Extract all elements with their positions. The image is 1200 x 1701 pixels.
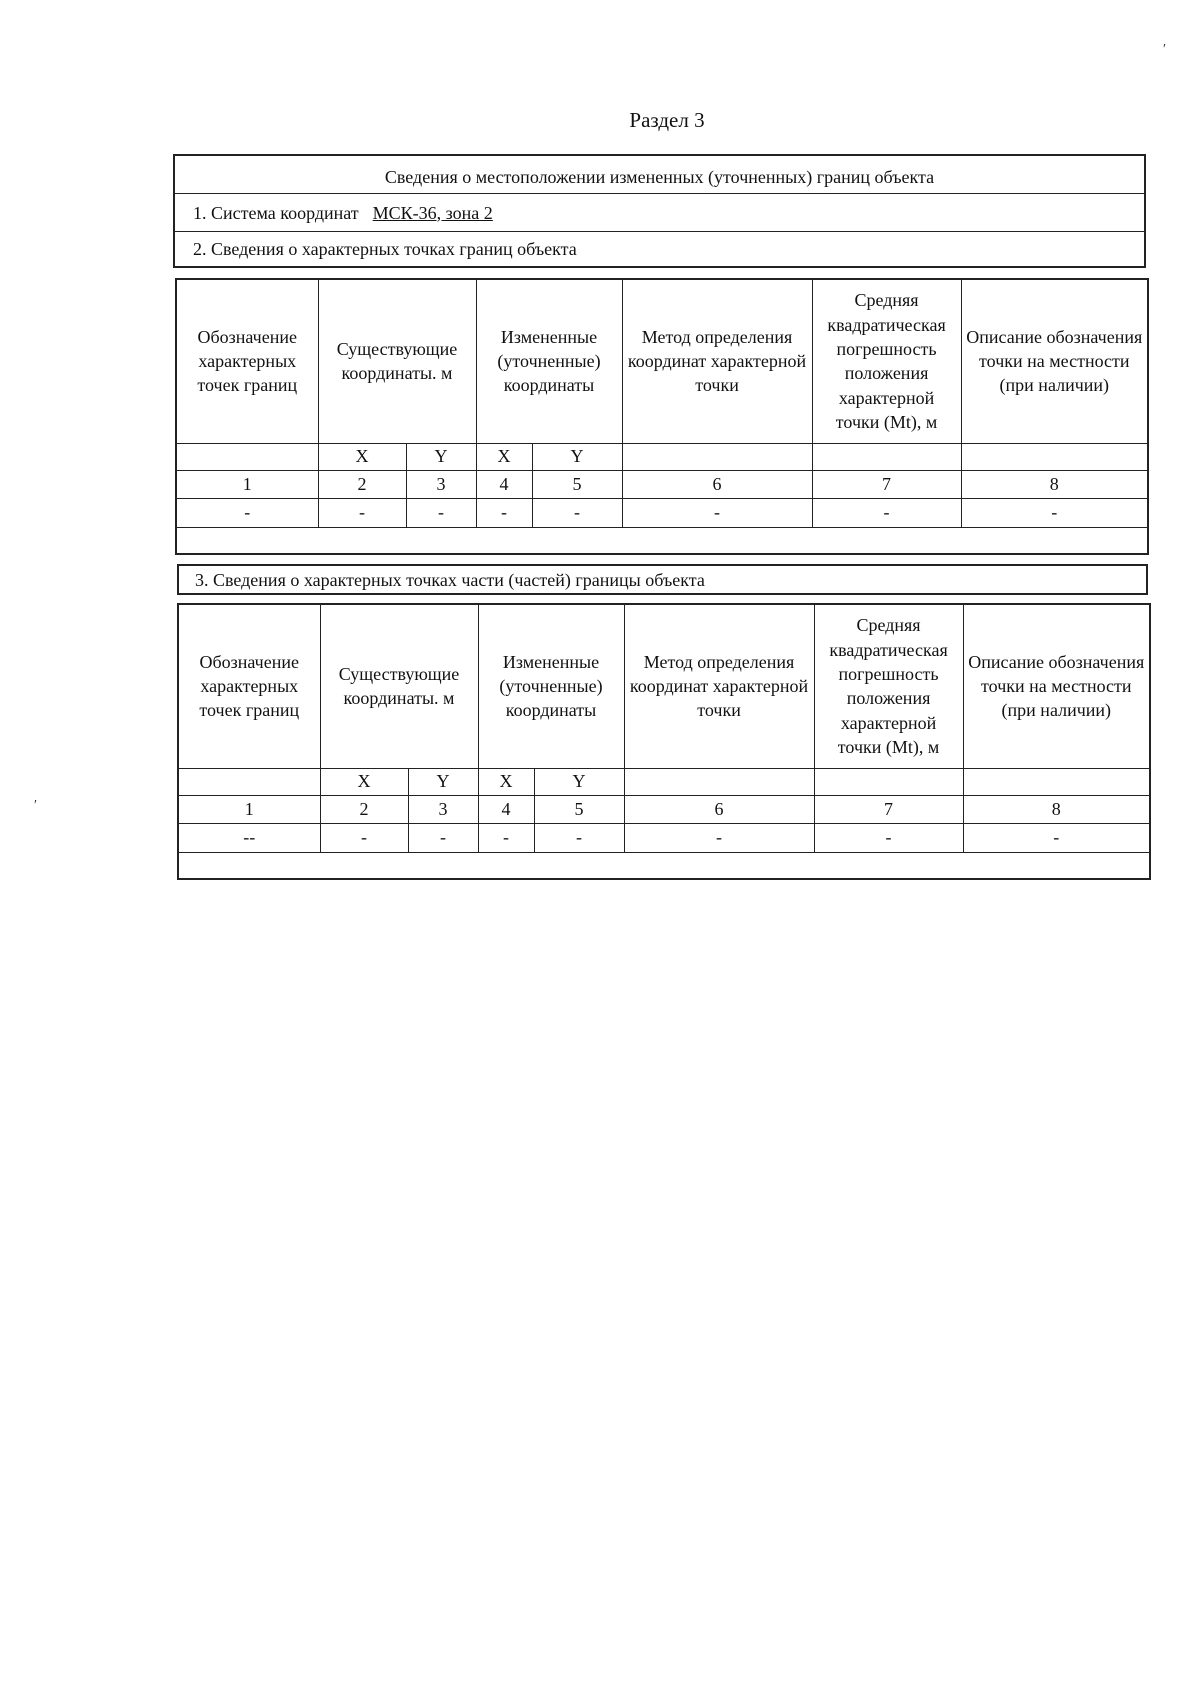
scan-speck: ′ xyxy=(34,798,38,813)
empty-row xyxy=(178,852,1150,879)
location-info-box xyxy=(173,154,1146,268)
col-number: 1 xyxy=(176,470,318,498)
table-cell: - xyxy=(320,823,408,852)
col-number: 1 xyxy=(178,795,320,823)
y-label: Y xyxy=(406,443,476,470)
col-number: 3 xyxy=(406,470,476,498)
points-label: 2. Сведения о характерных точках границ объекта xyxy=(193,239,577,259)
column-numbers-row xyxy=(178,795,1150,823)
table-cell: -- xyxy=(178,823,320,852)
header-row xyxy=(178,604,1150,768)
header-description: Описание обозначения точки на местности (при наличии) xyxy=(961,279,1148,443)
section-title: Раздел 3 xyxy=(629,108,705,132)
x-label: X xyxy=(320,768,408,795)
col-number: 4 xyxy=(478,795,534,823)
header-point-designation: Обозначение характерных точек границ xyxy=(176,279,318,443)
header-changed-coords: Измененные (уточненные) координаты xyxy=(478,604,624,768)
col-number: 8 xyxy=(961,470,1148,498)
y-label: Y xyxy=(532,443,622,470)
col-number: 6 xyxy=(624,795,814,823)
empty-row xyxy=(176,527,1148,554)
col-number: 2 xyxy=(318,470,406,498)
y-label: Y xyxy=(534,768,624,795)
table-cell: - xyxy=(622,498,812,527)
table-cell: - xyxy=(624,823,814,852)
table-cell: - xyxy=(961,498,1148,527)
col-number: 7 xyxy=(812,470,961,498)
table-cell: - xyxy=(406,498,476,527)
header-mean-error: Средняя квадратическая погрешность положения характерной точки (Mt), м xyxy=(814,604,963,768)
table-cell: - xyxy=(408,823,478,852)
table-cell: - xyxy=(534,823,624,852)
table-cell: - xyxy=(963,823,1150,852)
header-changed-coords: Измененные (уточненные) координаты xyxy=(476,279,622,443)
table-cell: - xyxy=(812,498,961,527)
x-label: X xyxy=(318,443,406,470)
table-cell: - xyxy=(478,823,534,852)
table-cell: - xyxy=(176,498,318,527)
part-boundary-points-table xyxy=(177,603,1151,880)
x-label: X xyxy=(476,443,532,470)
table-cell: - xyxy=(532,498,622,527)
y-label: Y xyxy=(408,768,478,795)
col-number: 7 xyxy=(814,795,963,823)
header-method: Метод определения координат характерной точки xyxy=(622,279,812,443)
parts-label-row xyxy=(179,566,1146,593)
col-number: 8 xyxy=(963,795,1150,823)
header-existing-coords: Существующие координаты. м xyxy=(320,604,478,768)
crs-label: 1. Система координат xyxy=(193,202,359,223)
table-cell: - xyxy=(318,498,406,527)
col-number: 4 xyxy=(476,470,532,498)
location-title-row xyxy=(175,156,1144,194)
crs-value: МСК-36, зона 2 xyxy=(372,202,493,223)
x-label: X xyxy=(478,768,534,795)
boundary-points-table xyxy=(175,278,1149,555)
col-number: 6 xyxy=(622,470,812,498)
location-title: Сведения о местоположении измененных (уточненных) границ объекта xyxy=(384,166,935,187)
col-number: 3 xyxy=(408,795,478,823)
header-point-designation: Обозначение характерных точек границ xyxy=(178,604,320,768)
header-description: Описание обозначения точки на местности (при наличии) xyxy=(963,604,1150,768)
header-mean-error: Средняя квадратическая погрешность положения характерной точки (Mt), м xyxy=(812,279,961,443)
col-number: 2 xyxy=(320,795,408,823)
header-method: Метод определения координат характерной точки xyxy=(624,604,814,768)
table-row xyxy=(178,823,1150,852)
table-cell: - xyxy=(476,498,532,527)
parts-info-box xyxy=(177,564,1148,595)
col-number: 5 xyxy=(532,470,622,498)
scan-speck: ′ xyxy=(1163,42,1167,57)
table-cell: - xyxy=(814,823,963,852)
parts-label: 3. Сведения о характерных точках части (частей) границы объекта xyxy=(195,569,705,590)
xy-row xyxy=(176,443,1148,470)
table-row xyxy=(176,498,1148,527)
crs-row xyxy=(175,194,1144,232)
col-number: 5 xyxy=(534,795,624,823)
column-numbers-row xyxy=(176,470,1148,498)
header-existing-coords: Существующие координаты. м xyxy=(318,279,476,443)
xy-row xyxy=(178,768,1150,795)
points-label-row xyxy=(175,232,1144,266)
header-row xyxy=(176,279,1148,443)
